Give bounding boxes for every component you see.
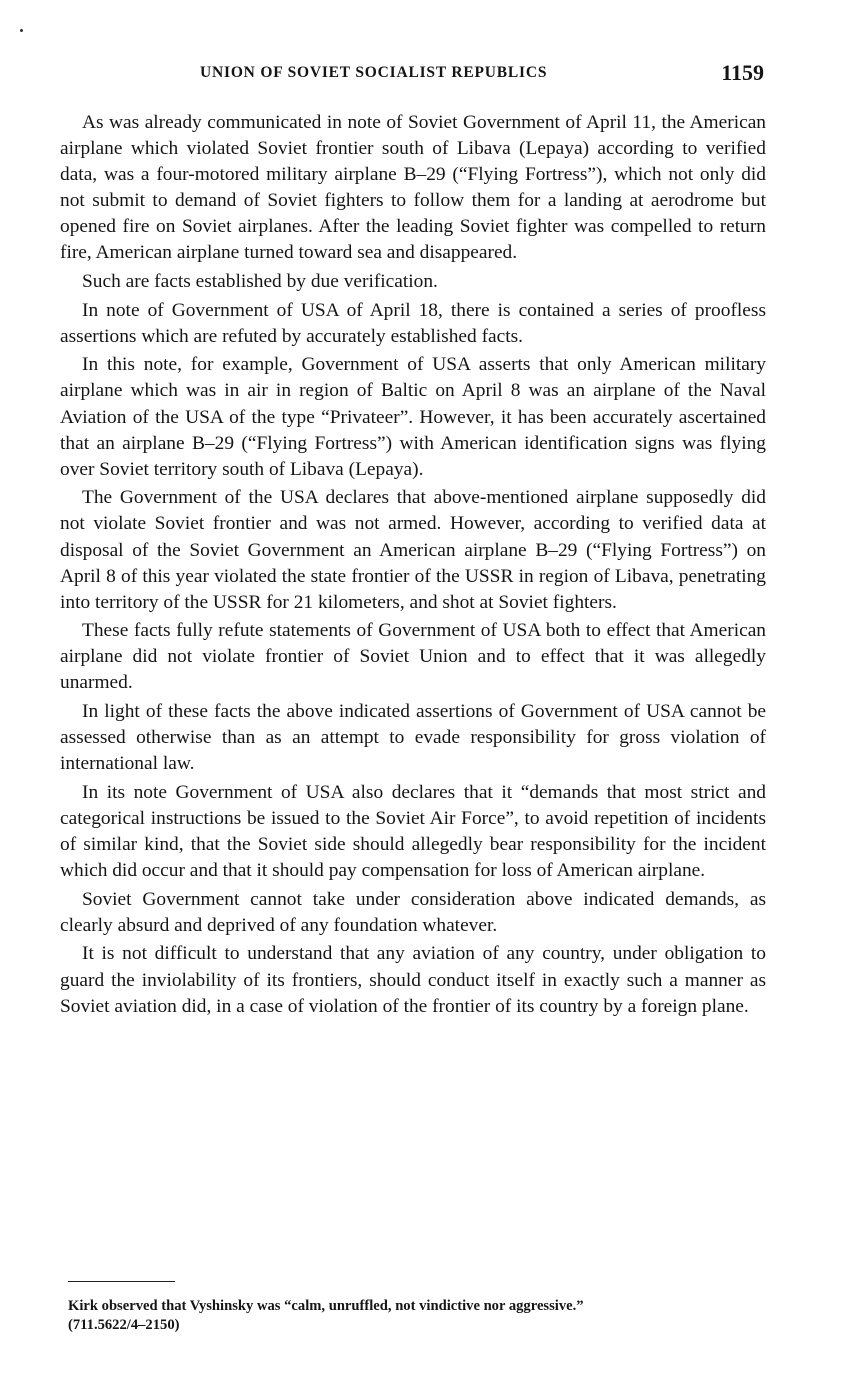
footnote-reference: (711.5622/4–2150) <box>68 1317 180 1333</box>
paragraph: Soviet Government cannot take under consideration above indicated demands, as clearly absurd and deprived of any foundation whatever. <box>60 888 766 936</box>
footnote-divider <box>68 1281 175 1282</box>
footnote-text: Kirk observed that Vyshinsky was “calm, unruffled, not vindictive nor aggressive.” <box>68 1298 584 1314</box>
page-number: 1159 <box>721 60 764 85</box>
paragraph: The Government of the USA declares that above-mentioned airplane supposedly did not violate Soviet frontier and was not armed. However, according to verified data at disposal of the Soviet Government an American airplane B–29 (“Flying Fortress”) on April 8 of this year violated the state frontier of the USSR in region of Libava, penetrating into territory of the USSR for 21 kilometers, and shot at Soviet fighters. <box>60 487 766 613</box>
paragraph: These facts fully refute statements of Government of USA both to effect that American airplane did not violate frontier of Soviet Union and to effect that it was allegedly unarmed. <box>60 620 766 694</box>
paragraph: In light of these facts the above indicated assertions of Government of USA cannot be assessed otherwise than as an attempt to evade responsibility for gross violation of international law. <box>60 701 766 775</box>
paragraph: As was already communicated in note of Soviet Government of April 11, the American airplane which violated Soviet frontier south of Libava (Lepaya) according to verified data, was a four-motored military airplane B–29 (“Flying Fortress”), which not only did not submit to demand of Soviet fighters to follow them for a landing at aerodrome but opened fire on Soviet airplanes. After the leading Soviet fighter was compelled to return fire, American airplane turned toward sea and disappeared. <box>60 112 766 264</box>
paragraph: In its note Government of USA also declares that it “demands that most strict and categorical instructions be issued to the Soviet Air Force”, to avoid repetition of incidents of similar kind, that the Soviet side should allegedly bear responsibility for the incident which did occur and that it should pay compensation for loss of American airplane. <box>60 781 766 882</box>
running-title: UNION OF SOVIET SOCIALIST REPUBLICS <box>200 64 548 81</box>
body-text <box>60 110 766 1022</box>
paragraph: In note of Government of USA of April 18, there is contained a series of proofless assertions which are refuted by accurately established facts. <box>60 299 766 347</box>
paragraph: Such are facts established by due verification. <box>82 271 438 293</box>
footnote <box>68 1297 778 1335</box>
running-header <box>200 62 770 90</box>
paragraph: It is not difficult to understand that any aviation of any country, under obligation to guard the inviolability of its frontiers, should conduct itself in exactly such a manner as Soviet aviation did, in a case of violation of the frontier of its country by a foreign plane. <box>60 943 766 1017</box>
paragraph: In this note, for example, Government of USA asserts that only American military airplane which was in air in region of Baltic on April 8 was an airplane of the Naval Aviation of the USA of the type “Privateer”. However, it has been accurately ascertained that an airplane B–29 (“Flying Fortress”) with American identification signs was flying over Soviet territory south of Libava (Lepaya). <box>60 354 766 480</box>
margin-speck <box>20 29 23 32</box>
